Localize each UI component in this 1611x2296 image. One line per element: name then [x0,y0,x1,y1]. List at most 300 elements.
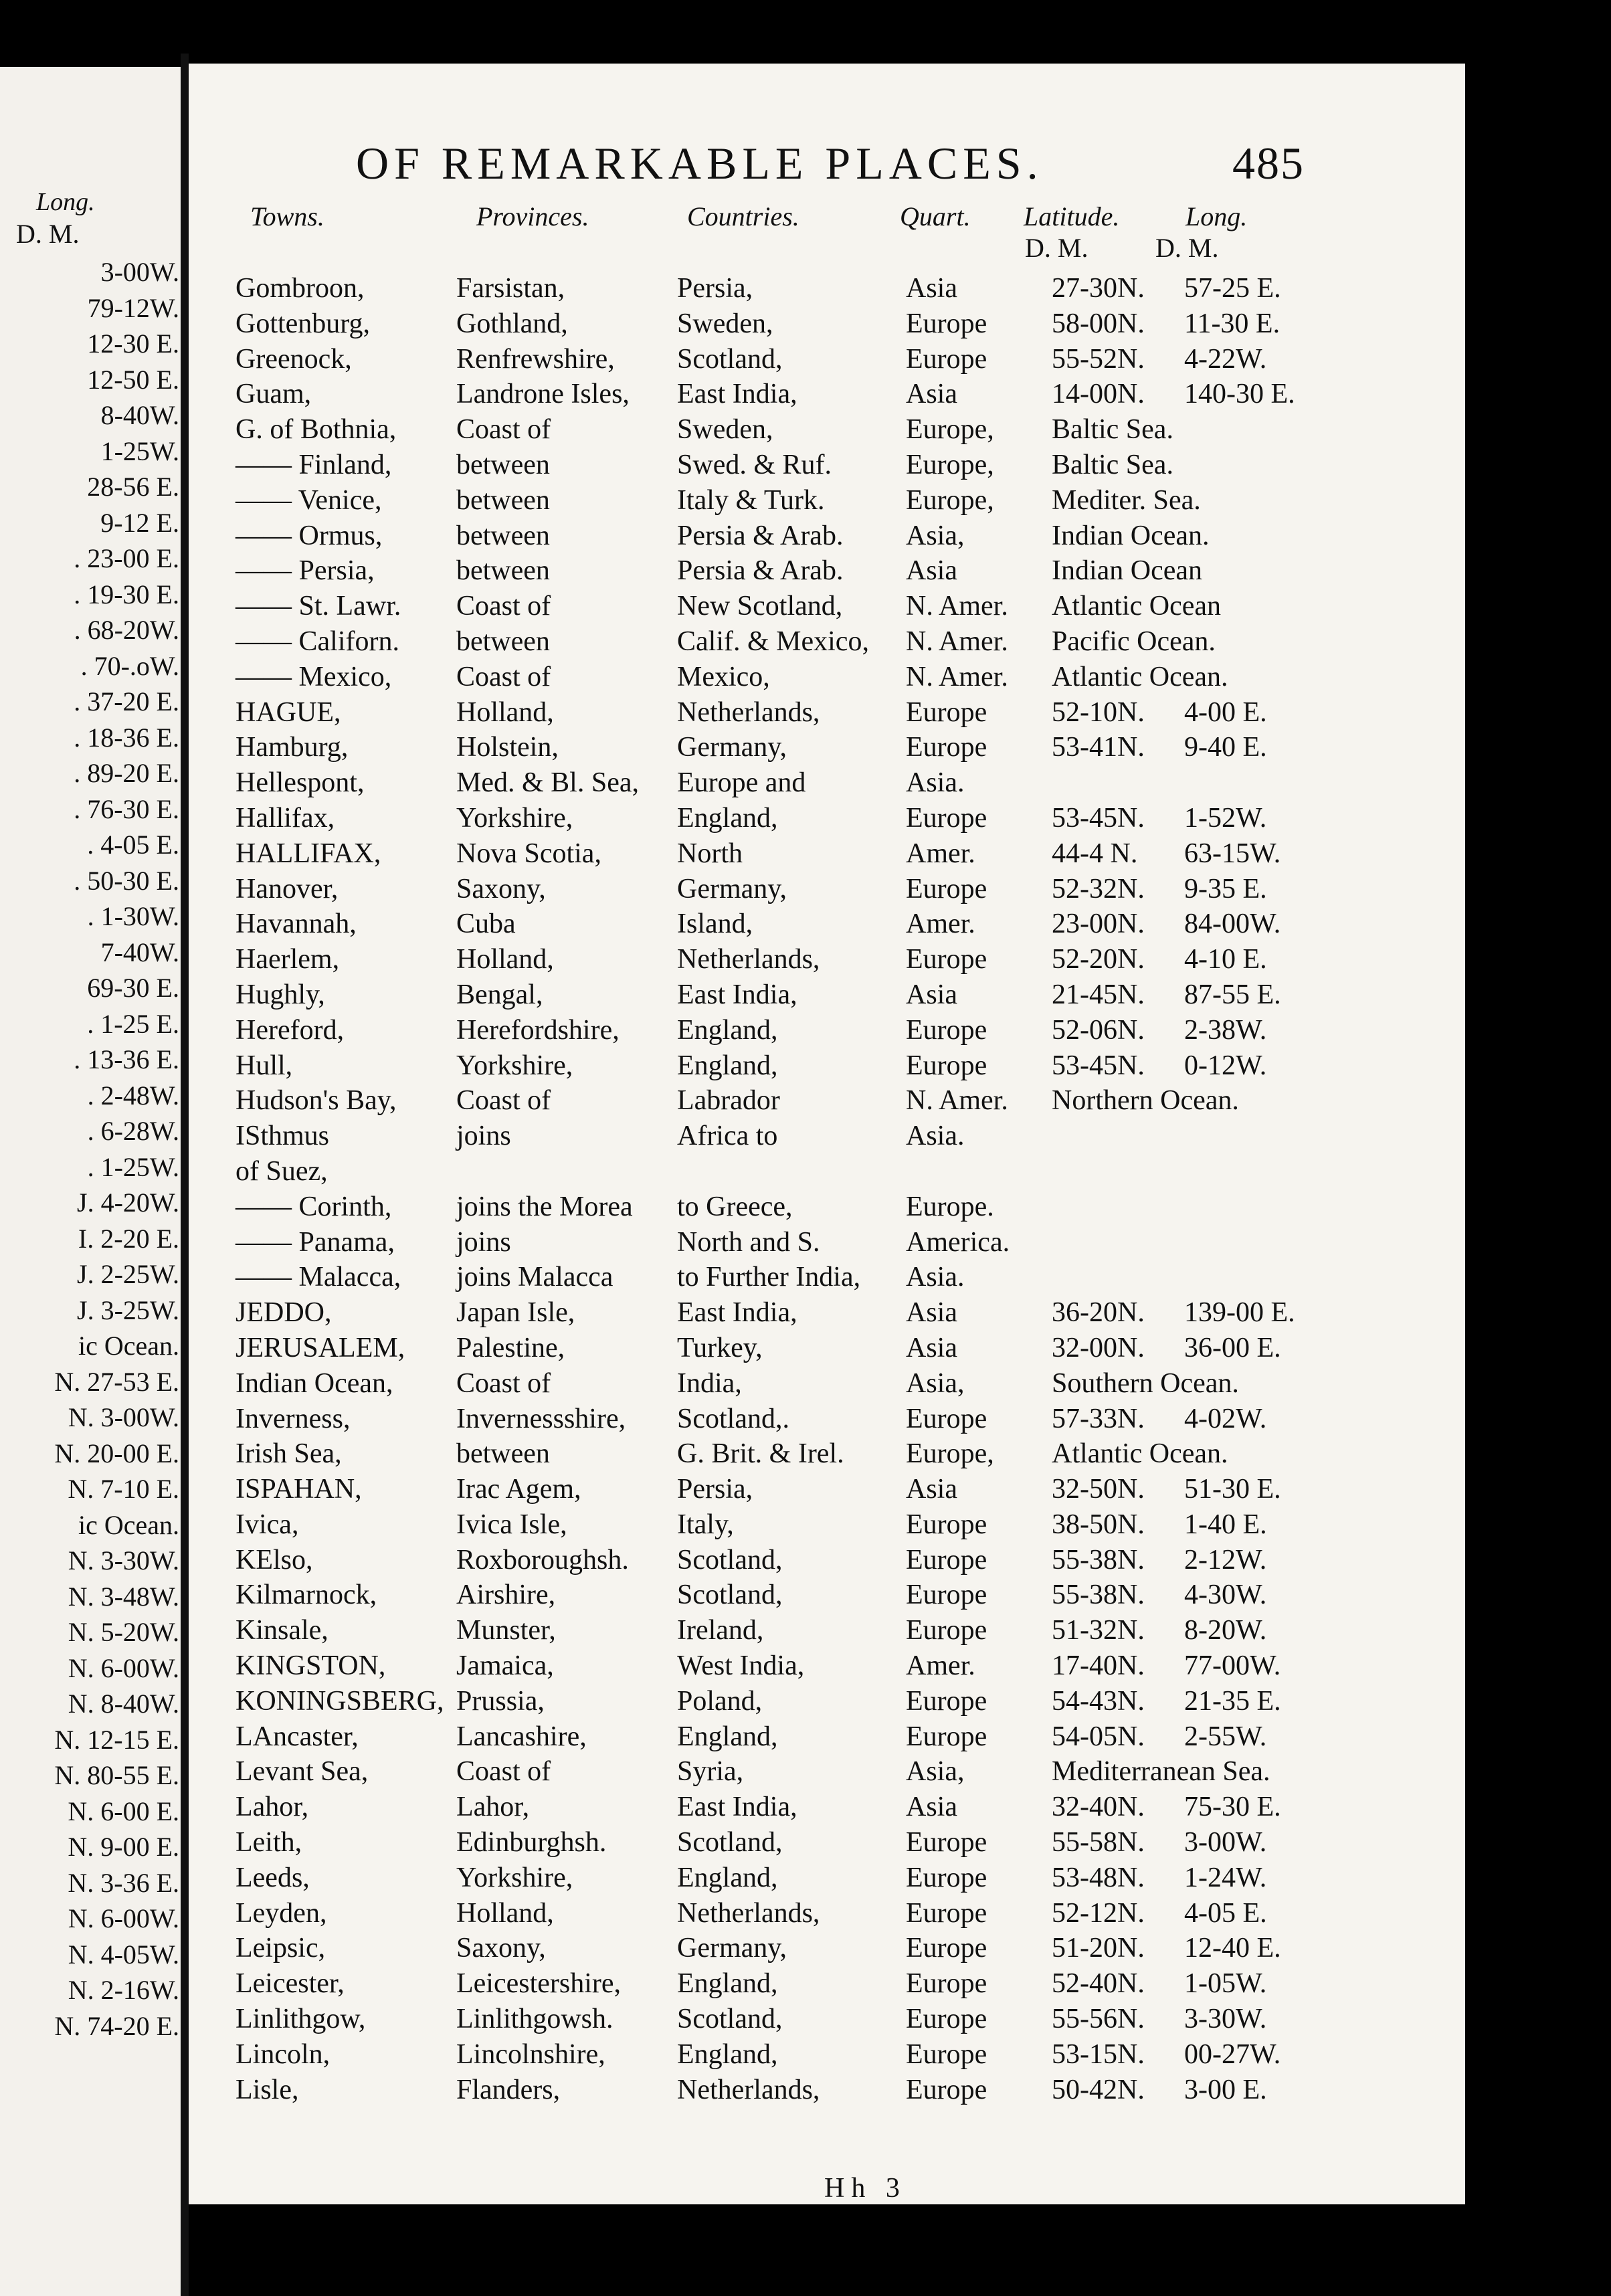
town-cell: —— Mexico, [235,661,392,692]
latitude-cell: 52-10N. [1052,696,1145,728]
country-cell: England, [677,1968,778,2000]
longitude-cell: 36-00 E. [1184,1332,1281,1363]
latitude-cell: 52-40N. [1052,1968,1145,2000]
town-cell: —— Persia, [235,555,375,587]
col-head-countries: Countries. [687,201,799,231]
province-cell: between [456,1438,550,1470]
table-row [189,2074,1465,2109]
quarter-cell: Amer. [906,908,975,940]
quarter-cell: Europe [906,1721,987,1752]
left-long-value: N. 3-00W. [68,1402,179,1432]
table-row [189,1932,1465,1968]
table-row [189,1120,1465,1155]
latitude-cell: 53-45N. [1052,1050,1145,1081]
country-cell: East India, [677,1792,797,1823]
province-cell: Holland, [456,696,554,728]
town-cell: Irish Sea, [235,1438,342,1470]
quarter-cell: Europe [906,1014,987,1046]
latitude-cell: 54-43N. [1052,1685,1145,1717]
table-row [189,1826,1465,1862]
country-cell: Persia & Arab. [677,555,844,587]
latitude-cell: Atlantic Ocean. [1052,661,1228,692]
latitude-cell: 54-05N. [1052,1721,1145,1752]
quarter-cell: Europe [906,696,987,728]
table-row [189,1191,1465,1226]
province-cell: Lancashire, [456,1721,587,1752]
longitude-cell: 4-02W. [1184,1403,1267,1434]
town-cell: —— Ormus, [235,520,383,551]
latitude-cell: 52-06N. [1052,1014,1145,1046]
longitude-cell: 0-12W. [1184,1050,1267,1081]
latitude-cell: 53-48N. [1052,1862,1145,1893]
latitude-cell: Indian Ocean [1052,555,1203,587]
latitude-cell: 52-32N. [1052,873,1145,904]
country-cell: Sweden, [677,308,773,339]
country-cell: Calif. & Mexico, [677,626,869,657]
table-row [189,908,1465,943]
country-cell: Netherlands, [677,696,820,728]
town-cell: ISPAHAN, [235,1474,362,1505]
left-long-value: . 50-30 E. [74,865,179,896]
page-number: 485 [1232,138,1305,189]
left-long-value: N. 3-36 E. [68,1867,179,1898]
latitude-cell: 52-20N. [1052,944,1145,975]
latitude-cell: Atlantic Ocean [1052,591,1222,622]
town-cell: Gottenburg, [235,308,371,339]
longitude-cell: 87-55 E. [1184,979,1281,1010]
town-cell: ISthmus [235,1121,330,1152]
country-cell: Italy & Turk. [677,484,825,516]
quarter-cell: Asia. [906,767,965,799]
col-head-provinces: Provinces. [476,201,589,231]
latitude-cell: 55-38N. [1052,1544,1145,1575]
table-row [189,1509,1465,1544]
province-cell: Airshire, [456,1580,556,1611]
country-cell: Ireland, [677,1615,764,1646]
town-cell: Leipsic, [235,1933,326,1964]
province-cell: Yorkshire, [456,1862,573,1893]
latitude-cell: 53-41N. [1052,732,1145,763]
quarter-cell: Europe [906,1050,987,1081]
town-cell: Indian Ocean, [235,1367,393,1399]
latitude-cell: 52-12N. [1052,1897,1145,1929]
latitude-cell: 14-00N. [1052,379,1145,410]
quarter-cell: Europe [906,1544,987,1575]
latitude-cell: 44-4 N. [1052,838,1138,869]
country-cell: Sweden, [677,414,773,446]
town-cell: Leyden, [235,1897,327,1929]
left-long-value: N. 5-20W. [68,1617,179,1647]
longitude-cell: 139-00 E. [1184,1297,1295,1329]
left-long-value: N. 6-00W. [68,1903,179,1933]
country-cell: Mexico, [677,661,770,692]
quarter-cell: Asia [906,1297,957,1329]
latitude-cell: 55-58N. [1052,1827,1145,1858]
latitude-cell: 51-20N. [1052,1933,1145,1964]
longitude-cell: 4-05 E. [1184,1897,1267,1929]
country-cell: Poland, [677,1685,763,1717]
left-long-value: . 18-36 E. [74,722,179,753]
town-cell: —— St. Lawr. [235,591,401,622]
province-cell: Renfrewshire, [456,343,615,375]
quarter-cell: Europe [906,1685,987,1717]
table-row [189,413,1465,449]
province-cell: between [456,484,550,516]
left-long-value: . 76-30 E. [74,793,179,824]
province-cell: Ivica Isle, [456,1509,567,1540]
quarter-cell: Asia. [906,1262,965,1293]
country-cell: India, [677,1367,742,1399]
quarter-cell: Europe [906,1968,987,2000]
left-long-value: . 4-05 E. [87,830,179,860]
table-row [189,1791,1465,1826]
province-cell: Coast of [456,414,551,446]
province-cell: Lincolnshire, [456,2038,605,2070]
quarter-cell: Asia, [906,1756,965,1788]
table-row [189,555,1465,590]
table-row [189,378,1465,413]
province-cell: Prussia, [456,1685,545,1717]
left-long-value: N. 80-55 E. [54,1760,179,1790]
country-cell: Persia, [677,273,753,304]
table-row [189,1650,1465,1685]
table-row [189,308,1465,343]
left-long-value: N. 27-53 E. [54,1366,179,1397]
town-cell: HAGUE, [235,696,341,728]
table-row [189,1614,1465,1650]
page-title: OF REMARKABLE PLACES. [356,138,1044,189]
province-cell: between [456,520,550,551]
province-cell: Roxboroughsh. [456,1544,629,1575]
country-cell: Germany, [677,873,787,904]
town-cell: Linlithgow, [235,2004,366,2035]
table-row [189,1721,1465,1756]
province-cell: joins the Morea [456,1191,633,1222]
longitude-cell: 57-25 E. [1184,273,1281,304]
longitude-cell: 3-30W. [1184,2004,1267,2035]
quarter-cell: Asia [906,979,957,1010]
latitude-cell: 32-00N. [1052,1332,1145,1363]
longitude-cell: 8-20W. [1184,1615,1267,1646]
longitude-cell: 63-15W. [1184,838,1281,869]
quarter-cell: Europe, [906,449,994,480]
table-row [189,2003,1465,2038]
left-long-value: N. 3-30W. [68,1545,179,1575]
latitude-cell: 36-20N. [1052,1297,1145,1329]
quarter-cell: Europe [906,2004,987,2035]
longitude-cell: 00-27W. [1184,2038,1281,2070]
table-row [189,520,1465,555]
left-long-value: N. 74-20 E. [54,2010,179,2041]
province-cell: Munster, [456,1615,556,1646]
country-cell: Germany, [677,732,787,763]
country-cell: England, [677,1014,778,1046]
town-cell: Hull, [235,1050,293,1081]
table-row [189,943,1465,979]
latitude-cell: 55-52N. [1052,343,1145,375]
town-cell: KElso, [235,1544,313,1575]
town-cell: Kinsale, [235,1615,328,1646]
latitude-cell: 38-50N. [1052,1509,1145,1540]
quarter-cell: Europe [906,1933,987,1964]
latitude-cell: Southern Ocean. [1052,1367,1239,1399]
province-cell: Yorkshire, [456,1050,573,1081]
left-long-value: . 19-30 E. [74,579,179,609]
col-head-long: Long. [1186,201,1248,231]
quarter-cell: Europe [906,944,987,975]
province-cell: Palestine, [456,1332,565,1363]
longitude-cell: 4-00 E. [1184,696,1267,728]
left-long-value: J. 4-20W. [77,1187,179,1218]
table-row [189,1261,1465,1297]
longitude-cell: 3-00 E. [1184,2074,1267,2105]
table-row [189,731,1465,767]
left-long-value: N. 8-40W. [68,1689,179,1719]
province-cell: between [456,555,550,587]
left-long-value: ic Ocean. [78,1509,179,1540]
province-cell: Edinburghsh. [456,1827,607,1858]
table-row [189,1685,1465,1721]
quarter-cell: Amer. [906,1650,975,1682]
country-cell: Persia & Arab. [677,520,844,551]
table-row [189,1862,1465,1897]
table-row [189,1968,1465,2003]
quarter-cell: Asia. [906,1121,965,1152]
gazetteer-table [189,272,1465,2109]
longitude-cell: 1-05W. [1184,1968,1267,2000]
quarter-cell: Asia [906,1474,957,1505]
latitude-cell: 53-15N. [1052,2038,1145,2070]
latitude-cell: 23-00N. [1052,908,1145,940]
country-cell: Scotland, [677,1544,783,1575]
country-cell: East India, [677,1297,797,1329]
town-cell: —— Venice, [235,484,382,516]
left-long-value: 28-56 E. [87,472,179,502]
town-cell: KINGSTON, [235,1650,386,1682]
town-cell: Kilmarnock, [235,1580,377,1611]
left-long-value: 12-50 E. [87,364,179,395]
quarter-cell: Europe [906,1827,987,1858]
table-row [189,1084,1465,1120]
province-cell: Bengal, [456,979,543,1010]
quarter-cell: Europe, [906,484,994,516]
country-cell: Labrador [677,1085,780,1117]
quarter-cell: Europe [906,1580,987,1611]
table-row [189,484,1465,520]
table-row [189,979,1465,1014]
latitude-cell: 32-50N. [1052,1474,1145,1505]
country-cell: Africa to [677,1121,778,1152]
left-long-value: . 13-36 E. [74,1044,179,1074]
town-cell: Haerlem, [235,944,340,975]
country-cell: Netherlands, [677,2074,820,2105]
quarter-cell: Asia, [906,1367,965,1399]
longitude-cell: 2-38W. [1184,1014,1267,1046]
town-cell: —— Malacca, [235,1262,401,1293]
town-cell: Hudson's Bay, [235,1085,397,1117]
longitude-cell: 75-30 E. [1184,1792,1281,1823]
table-row [189,873,1465,908]
province-cell: Flanders, [456,2074,561,2105]
country-cell: Swed. & Ruf. [677,449,832,480]
quarter-cell: Europe [906,343,987,375]
left-long-value: ic Ocean. [78,1331,179,1361]
province-cell: Holland, [456,1897,554,1929]
province-cell: Saxony, [456,1933,546,1964]
province-cell: Gothland, [456,308,568,339]
latitude-cell: 17-40N. [1052,1650,1145,1682]
town-cell: Gombroon, [235,273,365,304]
country-cell: New Scotland, [677,591,843,622]
country-cell: Italy, [677,1509,734,1540]
longitude-cell: 1-24W. [1184,1862,1267,1893]
province-cell: Landrone Isles, [456,379,630,410]
table-row [189,1473,1465,1509]
table-row [189,1332,1465,1367]
left-long-value: 8-40W. [100,400,179,430]
country-cell: Scotland, [677,343,783,375]
country-cell: England, [677,802,778,834]
province-cell: Yorkshire, [456,802,573,834]
left-long-value: . 1-30W. [87,901,179,931]
country-cell: East India, [677,979,797,1010]
left-long-value: 79-12W. [87,292,179,323]
quarter-cell: Asia [906,555,957,587]
longitude-cell: 4-30W. [1184,1580,1267,1611]
province-cell: Med. & Bl. Sea, [456,767,639,799]
left-long-value: N. 3-48W. [68,1581,179,1612]
town-cell: Lincoln, [235,2038,330,2070]
left-long-value: . 6-28W. [87,1116,179,1146]
left-long-value: . 1-25 E. [87,1008,179,1039]
table-row [189,838,1465,873]
table-row [189,1050,1465,1085]
longitude-cell: 84-00W. [1184,908,1281,940]
quarter-cell: N. Amer. [906,591,1008,622]
town-cell: Hereford, [235,1014,345,1046]
longitude-cell: 9-35 E. [1184,873,1267,904]
province-cell: Lahor, [456,1792,530,1823]
latitude-cell: Indian Ocean. [1052,520,1210,551]
town-cell: HALLIFAX, [235,838,381,869]
left-long-value: J. 3-25W. [77,1295,179,1325]
country-cell: Syria, [677,1756,744,1788]
town-cell: Leeds, [235,1862,310,1893]
left-long-value: . 70-.oW. [80,650,179,681]
quarter-cell: Asia [906,1332,957,1363]
table-row [189,449,1465,484]
table-row [189,1544,1465,1580]
quarter-cell: Asia [906,1792,957,1823]
town-cell: G. of Bothnia, [235,414,397,446]
town-cell: of Suez, [235,1155,328,1187]
country-cell: Turkey, [677,1332,763,1363]
quarter-cell: Europe [906,2038,987,2070]
left-long-value: N. 12-15 E. [54,1724,179,1755]
latitude-cell: 53-45N. [1052,802,1145,834]
country-cell: North [677,838,743,869]
left-longitude-column [0,254,179,2044]
col-head-latitude: Latitude. [1024,201,1120,231]
longitude-cell: 1-52W. [1184,802,1267,834]
country-cell: Netherlands, [677,1897,820,1929]
town-cell: Leith, [235,1827,302,1858]
left-long-value: N. 6-00 E. [68,1796,179,1826]
table-row [189,1897,1465,1933]
left-long-value: 1-25W. [100,436,179,466]
left-dm-header: D. M. [16,219,80,249]
left-long-value: 9-12 E. [100,507,179,538]
country-cell: Scotland, [677,1827,783,1858]
left-long-value: . 68-20W. [74,615,179,645]
quarter-cell: Europe [906,1897,987,1929]
town-cell: KONINGSBERG, [235,1685,444,1717]
longitude-cell: 51-30 E. [1184,1474,1281,1505]
town-cell: Greenock, [235,343,352,375]
country-cell: G. Brit. & Irel. [677,1438,844,1470]
quarter-cell: Europe [906,802,987,834]
town-cell: Hughly, [235,979,325,1010]
town-cell: JERUSALEM, [235,1332,405,1363]
latitude-cell: Mediter. Sea. [1052,484,1201,516]
town-cell: LAncaster, [235,1721,359,1752]
latitude-cell: 57-33N. [1052,1403,1145,1434]
left-long-value: 69-30 E. [87,973,179,1003]
table-row [189,1755,1465,1791]
table-row [189,1014,1465,1050]
longitude-cell: 9-40 E. [1184,732,1267,763]
province-cell: Coast of [456,1085,551,1117]
quarter-cell: Europe [906,2074,987,2105]
latitude-cell: Pacific Ocean. [1052,626,1216,657]
longitude-cell: 2-55W. [1184,1721,1267,1752]
town-cell: Havannah, [235,908,357,940]
town-cell: Hellespont, [235,767,365,799]
longitude-cell: 2-12W. [1184,1544,1267,1575]
latitude-cell: Atlantic Ocean. [1052,1438,1228,1470]
col-head-quart: Quart. [900,201,971,231]
left-long-value: N. 6-00W. [68,1652,179,1683]
town-cell: Lisle, [235,2074,299,2105]
country-cell: North and S. [677,1226,820,1258]
town-cell: JEDDO, [235,1297,332,1329]
province-cell: between [456,449,550,480]
latitude-cell: Mediterranean Sea. [1052,1756,1270,1788]
country-cell: England, [677,1721,778,1752]
table-row [189,696,1465,732]
quarter-cell: N. Amer. [906,1085,1008,1117]
quarter-cell: Europe [906,873,987,904]
country-cell: Scotland,. [677,1403,789,1434]
town-cell: Hanover, [235,873,339,904]
quarter-cell: Europe [906,1509,987,1540]
longitude-cell: 11-30 E. [1184,308,1281,339]
left-long-value: 7-40W. [100,937,179,967]
table-row [189,1438,1465,1473]
province-cell: Farsistan, [456,273,565,304]
quarter-cell: Europe [906,308,987,339]
latitude-cell: Baltic Sea. [1052,414,1173,446]
table-row [189,1155,1465,1191]
town-cell: —— Finland, [235,449,392,480]
left-long-value: N. 20-00 E. [54,1438,179,1468]
table-row [189,2038,1465,2074]
town-cell: —— Corinth, [235,1191,392,1222]
latitude-cell: 21-45N. [1052,979,1145,1010]
town-cell: Lahor, [235,1792,309,1823]
latitude-cell: Baltic Sea. [1052,449,1173,480]
left-long-header: Long. [36,188,95,216]
